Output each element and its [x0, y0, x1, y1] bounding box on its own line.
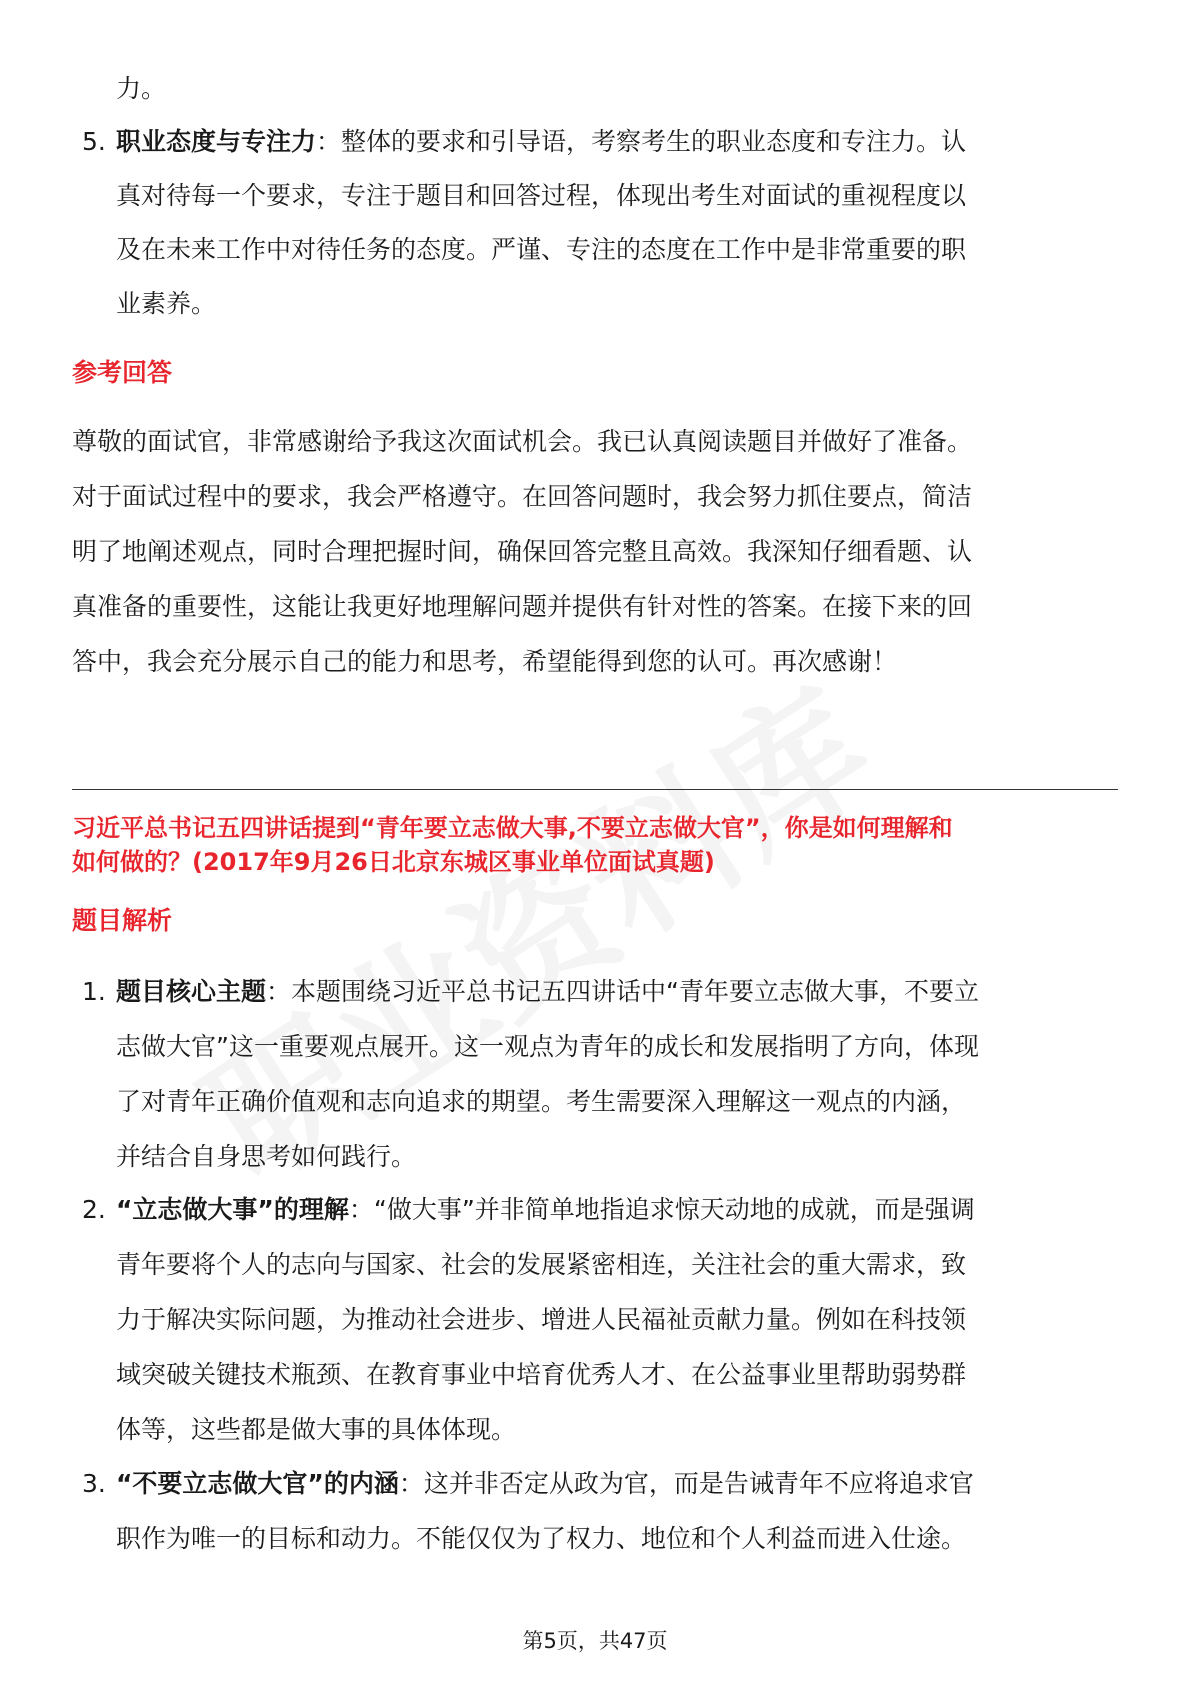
text-line: 力。 — [116, 74, 167, 103]
item-label: “立志做大事”的理解 — [116, 1195, 349, 1224]
text-line: 志做大官”这一重要观点展开。这一观点为青年的成长和发展指明了方向，体现 — [116, 1032, 979, 1061]
text-line: 了对青年正确价值观和志向追求的期望。考生需要深入理解这一观点的内涵， — [116, 1087, 967, 1116]
section-heading: 参考回答 — [72, 358, 173, 387]
text-line: 明了地阐述观点，同时合理把握时间，确保回答完整且高效。我深知仔细看题、认 — [72, 537, 973, 566]
text-line: 题目核心主题：本题围绕习近平总书记五四讲话中“青年要立志做大事，不要立 — [116, 977, 979, 1006]
list-number: 2. — [82, 1195, 106, 1224]
text-line: 答中，我会充分展示自己的能力和思考，希望能得到您的认可。再次感谢！ — [72, 647, 898, 676]
text-line: 真准备的重要性，这能让我更好地理解问题并提供有针对性的答案。在接下来的回 — [72, 592, 973, 621]
text-line: 真对待每一个要求，专注于题目和回答过程，体现出考生对面试的重视程度以 — [116, 181, 967, 210]
item-label: “不要立志做大官”的内涵 — [116, 1469, 399, 1498]
text-line: 职作为唯一的目标和动力。不能仅仅为了权力、地位和个人利益而进入仕途。 — [116, 1524, 967, 1553]
text-line: 职业态度与专注力：整体的要求和引导语，考察考生的职业态度和专注力。认 — [116, 127, 967, 156]
text-line: 体等，这些都是做大事的具体体现。 — [116, 1415, 517, 1444]
item-label: 题目核心主题 — [116, 977, 267, 1006]
text-line: “立志做大事”的理解：“做大事”并非简单地指追求惊天动地的成就，而是强调 — [116, 1195, 975, 1224]
text-line: 青年要将个人的志向与国家、社会的发展紧密相连，关注社会的重大需求，致 — [116, 1250, 967, 1279]
question-title-line-2: 如何做的？(2017年9月26日北京东城区事业单位面试真题) — [72, 848, 715, 876]
question-title-line-1: 习近平总书记五四讲话提到“青年要立志做大事,不要立志做大官”，你是如何理解和 — [72, 814, 953, 842]
list-number: 3. — [82, 1469, 106, 1498]
list-number: 1. — [82, 977, 106, 1006]
text-line: 及在未来工作中对待任务的态度。严谨、专注的态度在工作中是非常重要的职 — [116, 235, 967, 264]
section-heading: 题目解析 — [72, 906, 173, 935]
item-label: 职业态度与专注力 — [116, 127, 317, 156]
text-line: 业素养。 — [116, 289, 217, 318]
text-line: 对于面试过程中的要求，我会严格遵守。在回答问题时，我会努力抓住要点，简洁 — [72, 482, 973, 511]
list-number: 5. — [82, 127, 106, 156]
text-line: 尊敬的面试官，非常感谢给予我这次面试机会。我已认真阅读题目并做好了准备。 — [72, 427, 973, 456]
text-line: 力于解决实际问题，为推动社会进步、增进人民福祉贡献力量。例如在科技领 — [116, 1305, 967, 1334]
page-number: 第5页，共47页 — [522, 1629, 668, 1653]
text-line: “不要立志做大官”的内涵：这并非否定从政为官，而是告诫青年不应将追求官 — [116, 1469, 974, 1498]
text-line: 并结合自身思考如何践行。 — [116, 1142, 417, 1171]
text-line: 域突破关键技术瓶颈、在教育事业中培育优秀人才、在公益事业里帮助弱势群 — [116, 1360, 967, 1389]
section-divider — [72, 789, 1118, 790]
